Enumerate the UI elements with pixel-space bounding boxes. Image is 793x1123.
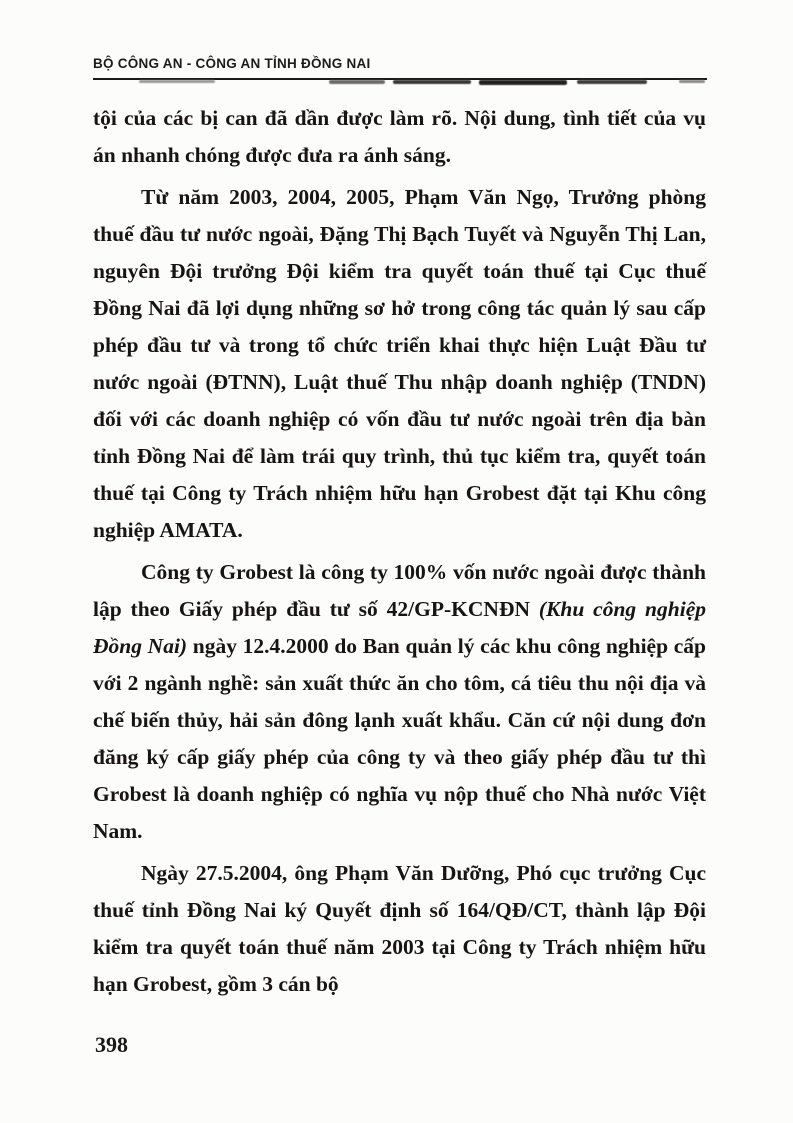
paragraph: Ngày 27.5.2004, ông Phạm Văn Dưỡng, Phó cục trưởng Cục thuế tỉnh Đồng Nai ký Quyết định số 164/​QĐ/CT, thành lập Đội kiểm tra quyết toán thuế năm 2003 tại Công ty Trách nhiệm hữu hạn Grobest, gồm 3 cán bộ: [93, 861, 706, 996]
scan-smudge: [577, 80, 647, 84]
running-header: [93, 56, 707, 86]
italic-run: (Khu công nghiệp Đồng Nai): [93, 597, 706, 658]
paragraph-text: Công ty Grobest là công ty 100% vốn nước ngoài được thành lập theo Giấy phép đầu tư số 42/GP-KCNĐN: [93, 560, 706, 621]
paragraph-text: ngày 12.4.2000 do Ban quản lý các khu công nghiệp cấp với 2 ngành nghề: sản xuất thức ăn cho tôm, cá tiêu thu nội địa và chế biến thủy, hải sản đông lạnh xuất khẩu. Căn cứ nội dung đơn đăng ký cấp giấy phép của công ty và theo giấy phép đầu tư thì Grobest là doanh nghiệp có nghĩa vụ nộp thuế cho Nhà nước Việt Nam.: [93, 634, 706, 843]
paragraph-continuation: tội của các bị can đã dần được làm rõ. Nội dung, tình tiết của vụ án nhanh chóng được đưa ra ánh sáng.: [93, 106, 706, 167]
page-body: [93, 100, 706, 1008]
running-header-title: BỘ CÔNG AN - CÔNG AN TỈNH ĐỒNG NAI: [93, 56, 371, 71]
scan-smudge: [329, 80, 385, 84]
scan-smudge: [139, 80, 215, 83]
header-rule-smudges: [93, 79, 707, 86]
scan-smudge: [679, 80, 705, 83]
paragraph: [93, 554, 706, 850]
scan-smudge: [393, 80, 471, 84]
scan-smudge: [479, 80, 567, 85]
paragraph: Từ năm 2003, 2004, 2005, Phạm Văn Ngọ, Trưởng phòng thuế đầu tư nước ngoài, Đặng Thị Bạch Tuyết và Nguyễn Thị Lan, nguyên Đội trưởng Đội kiểm tra quyết toán thuế tại Cục thuế Đồng Nai đã lợi dụng những sơ hở trong công tác quản lý sau cấp phép đầu tư và trong tổ chức triển khai thực hiện Luật Đầu tư nước ngoài (ĐTNN), Luật thuế Thu nhập doanh nghiệp (TNDN) đối với các doanh nghiệp có vốn đầu tư nước ngoài trên địa bàn tỉnh Đồng Nai để làm trái quy trình, thủ tục kiểm tra, quyết toán thuế tại Công ty Trách nhiệm hữu hạn Grobest đặt tại Khu công nghiệp AMATA.: [93, 185, 706, 542]
page-number: 398: [95, 1032, 128, 1057]
